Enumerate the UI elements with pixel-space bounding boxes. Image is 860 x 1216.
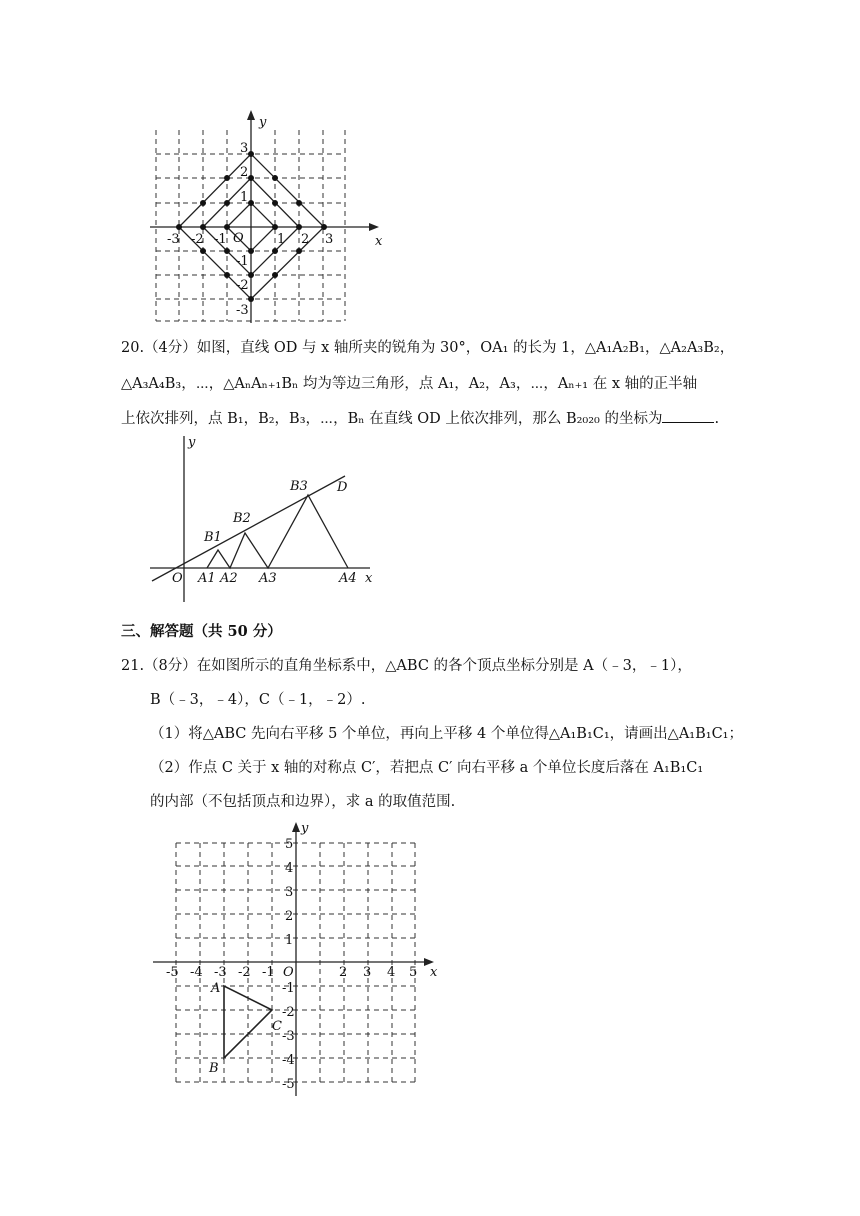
figure-equilateral-triangles xyxy=(140,430,390,610)
point-a4-label: A4 xyxy=(339,571,357,586)
x-tick: -2 xyxy=(191,232,204,247)
y-axis-label: y xyxy=(259,115,267,130)
q21-part-2b: 的内部（不包括顶点和边界），求 a 的取值范围. xyxy=(150,794,456,810)
vertex-c-label: C xyxy=(272,1019,282,1034)
point-a3-label: A3 xyxy=(259,571,277,586)
x-tick: -1 xyxy=(262,965,275,980)
y-tick: -3 xyxy=(282,1029,295,1044)
y-tick: -2 xyxy=(236,278,249,293)
x-tick: -3 xyxy=(214,965,227,980)
y-tick: 4 xyxy=(285,861,294,876)
x-axis-label: x xyxy=(430,965,438,980)
y-tick: -3 xyxy=(236,303,249,318)
x-tick: 3 xyxy=(363,965,372,980)
y-tick: 2 xyxy=(240,165,249,180)
q20-line-2: △A₃A₄B₃，⋯，△AₙAₙ₊₁Bₙ 均为等边三角形，点 A₁，A₂，A₃，⋯，Aₙ₊₁ 在 x 轴的正半轴 xyxy=(121,376,698,392)
x-axis-label: x xyxy=(375,234,383,249)
q21-part-1: （1）将△ABC 先向右平移 5 个单位，再向上平移 4 个单位得△A₁B₁C₁，请画出△A₁B₁C₁； xyxy=(150,726,743,742)
x-tick: 4 xyxy=(387,965,396,980)
section-title: 三、解答题（共 50 分） xyxy=(121,623,282,640)
q20-line-3-end: . xyxy=(714,411,720,427)
figure-triangle-abc-grid xyxy=(145,818,455,1103)
point-a2-label: A2 xyxy=(220,571,238,586)
x-tick: 3 xyxy=(325,232,334,247)
y-tick: 3 xyxy=(285,885,294,900)
y-tick: 3 xyxy=(240,141,249,156)
x-tick: 2 xyxy=(339,965,348,980)
y-axis-label: y xyxy=(188,435,196,450)
y-tick: 1 xyxy=(285,933,294,948)
x-tick: 1 xyxy=(277,232,286,247)
point-b1-label: B1 xyxy=(204,530,222,545)
x-tick: 2 xyxy=(301,232,310,247)
y-axis-label: y xyxy=(301,821,309,836)
y-tick: -1 xyxy=(282,981,295,996)
y-tick: -4 xyxy=(282,1053,295,1068)
vertex-a-label: A xyxy=(211,981,221,996)
origin-label: O xyxy=(283,965,294,980)
x-tick: -2 xyxy=(238,965,251,980)
q21-line-2: B（﹣3，﹣4），C（﹣1，﹣2）. xyxy=(150,692,366,708)
y-tick: 1 xyxy=(240,190,249,205)
q20-line-1: 20.（4分）如图，直线 OD 与 x 轴所夹的锐角为 30°，OA₁ 的长为 1，△A₁A₂B₁，△A₂A₃B₂， xyxy=(121,340,735,356)
y-tick: 5 xyxy=(285,837,294,852)
y-tick: -5 xyxy=(282,1077,295,1092)
vertex-b-label: B xyxy=(209,1061,219,1076)
point-a1-label: A1 xyxy=(198,571,216,586)
answer-blank[interactable] xyxy=(662,408,714,423)
x-tick: 5 xyxy=(409,965,418,980)
q20-line-3-text: 上依次排列，点 B₁，B₂，B₃，⋯，Bₙ 在直线 OD 上依次排列，那么 B₂₀₂₀ 的坐标为 xyxy=(121,411,663,427)
origin-label: O xyxy=(233,231,244,246)
point-b2-label: B2 xyxy=(233,511,251,526)
q21-part-2a: （2）作点 C 关于 x 轴的对称点 C′，若把点 C′ 向右平移 a 个单位长度后落在 A₁B₁C₁ xyxy=(150,760,704,776)
x-tick: -3 xyxy=(167,232,180,247)
line-od xyxy=(152,476,345,581)
q21-line-1: 21.（8分）在如图所示的直角坐标系中，△ABC 的各个顶点坐标分别是 A（﹣3，﹣1）， xyxy=(121,658,692,674)
origin-label: O xyxy=(172,571,183,586)
y-tick: 2 xyxy=(285,909,294,924)
point-d-label: D xyxy=(337,480,348,495)
point-b3-label: B3 xyxy=(290,479,308,494)
triangle-chain xyxy=(207,495,348,568)
x-tick: -4 xyxy=(190,965,203,980)
q20-line-3 xyxy=(121,408,719,429)
x-tick: -5 xyxy=(166,965,179,980)
y-tick: -1 xyxy=(236,254,249,269)
x-axis-label: x xyxy=(365,571,373,586)
y-tick: -2 xyxy=(282,1005,295,1020)
figure-nested-squares xyxy=(145,108,395,328)
x-tick: -1 xyxy=(214,232,227,247)
